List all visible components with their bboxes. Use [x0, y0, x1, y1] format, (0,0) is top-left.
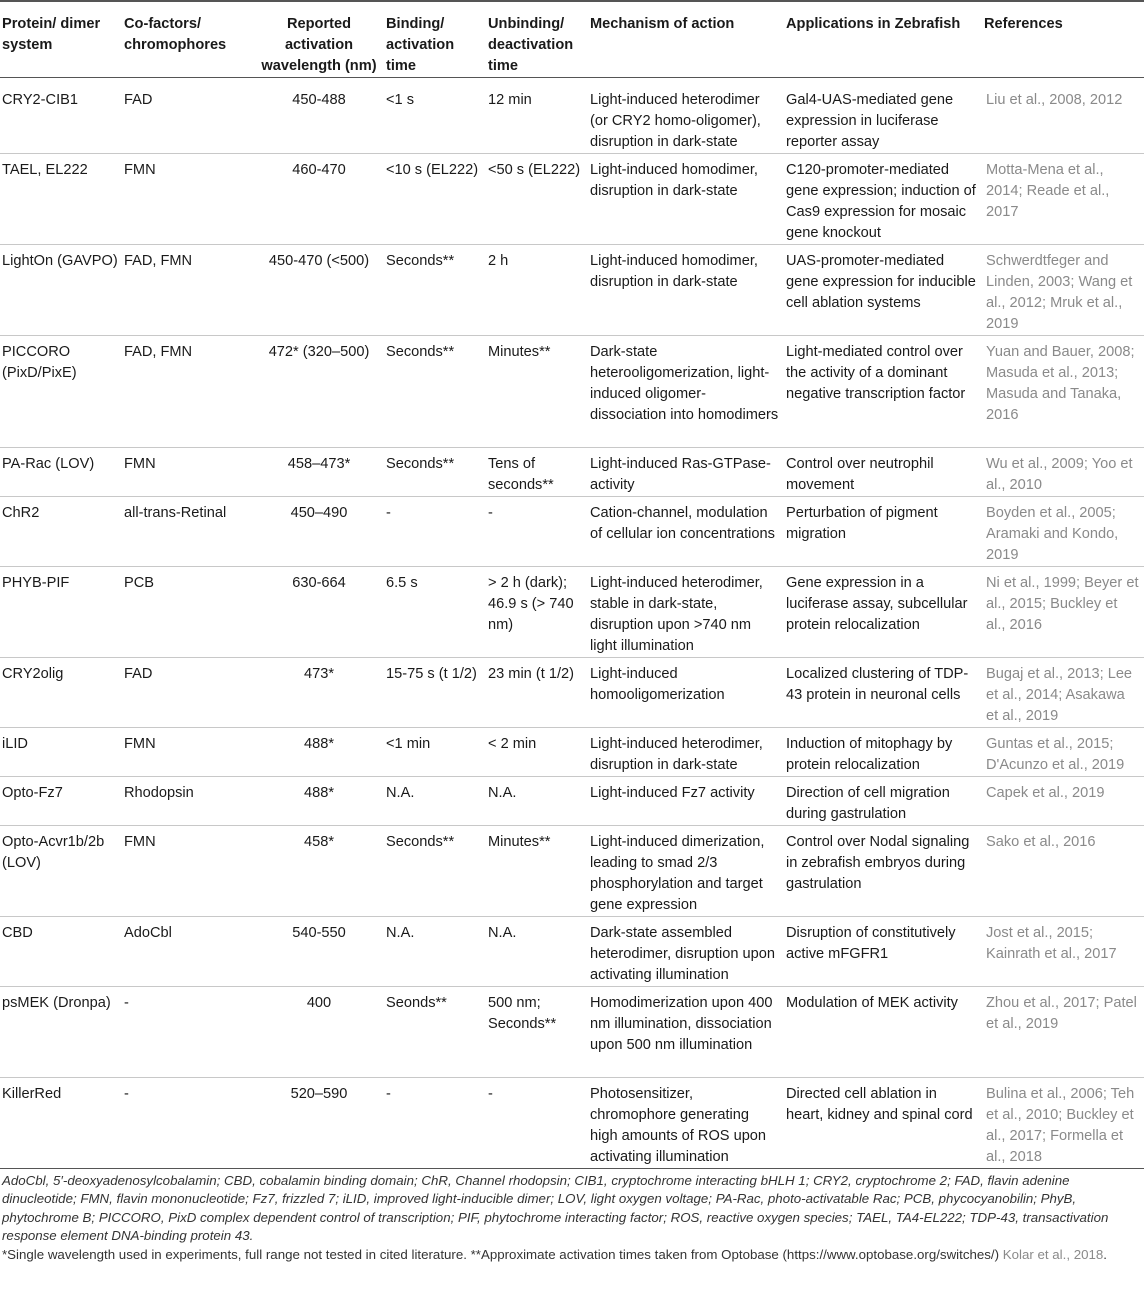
cell-cofactors: AdoCbl	[122, 917, 256, 987]
cell-references: Motta-Mena et al., 2014; Reade et al., 2017	[982, 154, 1144, 245]
abbreviations-note: AdoCbl, 5′-deoxyadenosylcobalamin; CBD, cobalamin binding domain; ChR, Channel rhodopsin; CIB1, cryptochrome interacting bHLH 1; CRY2, cryptochrome 2; FAD, flavin adenine dinucleotide; FMN, flavin mononucleotide; Fz7, frizzled 7; iLID, improved light-inducible dimer; LOV, light oxygen voltage; PA-Rac, photo-activatable Rac; PCB, phycocyanobilin; PhyB, phytochrome B; PICCORO, PixD complex dependent control of transcription; PIF, phytochrome interacting factor; ROS, reactive oxygen species; TAEL, TA4-EL222; TDP-43, transactivation response element DNA-binding protein 43.	[2, 1173, 1109, 1244]
table-row	[0, 336, 1144, 448]
header-references: References	[982, 1, 1144, 78]
cell-wavelength: 540-550	[256, 917, 384, 987]
cell-cofactors: -	[122, 1078, 256, 1169]
cell-applications: Control over Nodal signaling in zebrafish embryos during gastrulation	[784, 826, 982, 917]
table-row	[0, 448, 1144, 497]
cell-wavelength: 473*	[256, 658, 384, 728]
cell-wavelength: 630-664	[256, 567, 384, 658]
cell-wavelength: 458*	[256, 826, 384, 917]
cell-binding: -	[384, 497, 486, 567]
cell-protein: PHYB-PIF	[0, 567, 122, 658]
cell-protein: iLID	[0, 728, 122, 777]
cell-references: Jost et al., 2015; Kainrath et al., 2017	[982, 917, 1144, 987]
cell-wavelength: 488*	[256, 777, 384, 826]
cell-wavelength: 450-470 (<500)	[256, 245, 384, 336]
cell-unbinding: 500 nm; Seconds**	[486, 987, 588, 1078]
table-row	[0, 658, 1144, 728]
cell-protein: LightOn (GAVPO)	[0, 245, 122, 336]
table-row	[0, 728, 1144, 777]
cell-wavelength: 450-488	[256, 78, 384, 154]
cell-binding: N.A.	[384, 777, 486, 826]
cell-applications: Disruption of constitutively active mFGFR1	[784, 917, 982, 987]
table-row	[0, 497, 1144, 567]
cell-binding: N.A.	[384, 917, 486, 987]
cell-protein: PICCORO (PixD/PixE)	[0, 336, 122, 448]
cell-unbinding: > 2 h (dark); 46.9 s (> 740 nm)	[486, 567, 588, 658]
cell-unbinding: < 2 min	[486, 728, 588, 777]
header-binding: Binding/ activation time	[384, 1, 486, 78]
cell-applications: Direction of cell migration during gastrulation	[784, 777, 982, 826]
cell-mechanism: Cation-channel, modulation of cellular ion concentrations	[588, 497, 784, 567]
cell-mechanism: Light-induced dimerization, leading to smad 2/3 phosphorylation and target gene expression	[588, 826, 784, 917]
cell-protein: KillerRed	[0, 1078, 122, 1169]
cell-mechanism: Light-induced heterodimer (or CRY2 homo-oligomer), disruption in dark-state	[588, 78, 784, 154]
cell-applications: Gal4-UAS-mediated gene expression in luciferase reporter assay	[784, 78, 982, 154]
cell-binding: Seonds**	[384, 987, 486, 1078]
cell-cofactors: FAD, FMN	[122, 336, 256, 448]
cell-applications: Gene expression in a luciferase assay, subcellular protein relocalization	[784, 567, 982, 658]
cell-wavelength: 450–490	[256, 497, 384, 567]
cell-protein: CBD	[0, 917, 122, 987]
header-row	[0, 1, 1144, 78]
cell-binding: Seconds**	[384, 336, 486, 448]
cell-protein: ChR2	[0, 497, 122, 567]
cell-mechanism: Homodimerization upon 400 nm illumination, dissociation upon 500 nm illumination	[588, 987, 784, 1078]
cell-mechanism: Light-induced homodimer, disruption in dark-state	[588, 245, 784, 336]
header-cofactors: Co-factors/ chromophores	[122, 1, 256, 78]
table-row	[0, 1078, 1144, 1169]
cell-binding: -	[384, 1078, 486, 1169]
table-body	[0, 78, 1144, 1169]
cell-cofactors: FMN	[122, 154, 256, 245]
cell-references: Ni et al., 1999; Beyer et al., 2015; Buckley et al., 2016	[982, 567, 1144, 658]
cell-references: Yuan and Bauer, 2008; Masuda et al., 2013; Masuda and Tanaka, 2016	[982, 336, 1144, 448]
cell-cofactors: FAD	[122, 658, 256, 728]
cell-cofactors: PCB	[122, 567, 256, 658]
cell-mechanism: Light-induced heterodimer, stable in dark-state, disruption upon >740 nm light illumination	[588, 567, 784, 658]
cell-applications: Light-mediated control over the activity of a dominant negative transcription factor	[784, 336, 982, 448]
cell-binding: <1 min	[384, 728, 486, 777]
cell-mechanism: Photosensitizer, chromophore generating high amounts of ROS upon activating illumination	[588, 1078, 784, 1169]
cell-mechanism: Dark-state assembled heterodimer, disruption upon activating illumination	[588, 917, 784, 987]
cell-mechanism: Light-induced heterodimer, disruption in dark-state	[588, 728, 784, 777]
cell-unbinding: <50 s (EL222)	[486, 154, 588, 245]
cell-references: Boyden et al., 2005; Aramaki and Kondo, 2019	[982, 497, 1144, 567]
cell-applications: Induction of mitophagy by protein relocalization	[784, 728, 982, 777]
cell-applications: Modulation of MEK activity	[784, 987, 982, 1078]
cell-applications: UAS-promoter-mediated gene expression for inducible cell ablation systems	[784, 245, 982, 336]
cell-binding: <1 s	[384, 78, 486, 154]
cell-mechanism: Light-induced Ras-GTPase-activity	[588, 448, 784, 497]
cell-unbinding: 23 min (t 1/2)	[486, 658, 588, 728]
cell-binding: Seconds**	[384, 245, 486, 336]
cell-unbinding: -	[486, 497, 588, 567]
cell-applications: Directed cell ablation in heart, kidney and spinal cord	[784, 1078, 982, 1169]
cell-references: Liu et al., 2008, 2012	[982, 78, 1144, 154]
cell-cofactors: FAD, FMN	[122, 245, 256, 336]
table-row	[0, 245, 1144, 336]
cell-references: Zhou et al., 2017; Patel et al., 2019	[982, 987, 1144, 1078]
cell-cofactors: FMN	[122, 728, 256, 777]
cell-cofactors: FMN	[122, 826, 256, 917]
cell-binding: Seconds**	[384, 448, 486, 497]
cell-binding: 6.5 s	[384, 567, 486, 658]
cell-binding: <10 s (EL222)	[384, 154, 486, 245]
table-header	[0, 1, 1144, 78]
cell-references: Capek et al., 2019	[982, 777, 1144, 826]
cell-applications: Perturbation of pigment migration	[784, 497, 982, 567]
table-row	[0, 777, 1144, 826]
cell-wavelength: 458–473*	[256, 448, 384, 497]
header-unbinding: Unbinding/ deactivation time	[486, 1, 588, 78]
table-row	[0, 567, 1144, 658]
footnote-reference: Kolar et al., 2018	[1002, 1246, 1104, 1262]
cell-wavelength: 520–590	[256, 1078, 384, 1169]
cell-references: Schwerdtfeger and Linden, 2003; Wang et al., 2012; Mruk et al., 2019	[982, 245, 1144, 336]
cell-applications: C120-promoter-mediated gene expression; induction of Cas9 expression for mosaic gene knockout	[784, 154, 982, 245]
cell-unbinding: 12 min	[486, 78, 588, 154]
cell-mechanism: Dark-state heterooligomerization, light-induced oligomer-dissociation into homodimers	[588, 336, 784, 448]
cell-unbinding: Tens of seconds**	[486, 448, 588, 497]
cell-unbinding: -	[486, 1078, 588, 1169]
header-wavelength: Reported activation wavelength (nm)	[256, 1, 384, 78]
cell-wavelength: 488*	[256, 728, 384, 777]
cell-applications: Localized clustering of TDP-43 protein in neuronal cells	[784, 658, 982, 728]
cell-protein: TAEL, EL222	[0, 154, 122, 245]
cell-protein: Opto-Acvr1b/2b (LOV)	[0, 826, 122, 917]
cell-protein: Opto-Fz7	[0, 777, 122, 826]
cell-mechanism: Light-induced Fz7 activity	[588, 777, 784, 826]
cell-binding: Seconds**	[384, 826, 486, 917]
table-row	[0, 917, 1144, 987]
cell-wavelength: 400	[256, 987, 384, 1078]
header-protein: Protein/ dimer system	[0, 1, 122, 78]
footnote-end: .	[1103, 1246, 1107, 1262]
cell-unbinding: Minutes**	[486, 336, 588, 448]
cell-unbinding: N.A.	[486, 777, 588, 826]
cell-references: Sako et al., 2016	[982, 826, 1144, 917]
cell-protein: CRY2olig	[0, 658, 122, 728]
table-footnotes	[2, 1172, 1140, 1264]
footnote-text: *Single wavelength used in experiments, full range not tested in cited literature. **Approximate activation times taken from Optobase (https://www.optobase.org/switches/)	[2, 1246, 1000, 1262]
cell-references: Guntas et al., 2015; D'Acunzo et al., 2019	[982, 728, 1144, 777]
table-row	[0, 154, 1144, 245]
header-mechanism: Mechanism of action	[588, 1, 784, 78]
table-row	[0, 826, 1144, 917]
cell-cofactors: FAD	[122, 78, 256, 154]
cell-protein: CRY2-CIB1	[0, 78, 122, 154]
cell-references: Wu et al., 2009; Yoo et al., 2010	[982, 448, 1144, 497]
cell-protein: psMEK (Dronpa)	[0, 987, 122, 1078]
footnote	[2, 1246, 1140, 1264]
cell-cofactors: Rhodopsin	[122, 777, 256, 826]
table-row	[0, 78, 1144, 154]
cell-unbinding: N.A.	[486, 917, 588, 987]
cell-applications: Control over neutrophil movement	[784, 448, 982, 497]
cell-mechanism: Light-induced homodimer, disruption in dark-state	[588, 154, 784, 245]
table-row	[0, 987, 1144, 1078]
cell-references: Bulina et al., 2006; Teh et al., 2010; Buckley et al., 2017; Formella et al., 2018	[982, 1078, 1144, 1169]
cell-unbinding: Minutes**	[486, 826, 588, 917]
cell-references: Bugaj et al., 2013; Lee et al., 2014; Asakawa et al., 2019	[982, 658, 1144, 728]
cell-cofactors: all-trans-Retinal	[122, 497, 256, 567]
cell-unbinding: 2 h	[486, 245, 588, 336]
header-applications: Applications in Zebrafish	[784, 1, 982, 78]
cell-wavelength: 472* (320–500)	[256, 336, 384, 448]
cell-wavelength: 460-470	[256, 154, 384, 245]
cell-cofactors: -	[122, 987, 256, 1078]
cell-cofactors: FMN	[122, 448, 256, 497]
cell-binding: 15-75 s (t 1/2)	[384, 658, 486, 728]
cell-mechanism: Light-induced homooligomerization	[588, 658, 784, 728]
cell-protein: PA-Rac (LOV)	[0, 448, 122, 497]
